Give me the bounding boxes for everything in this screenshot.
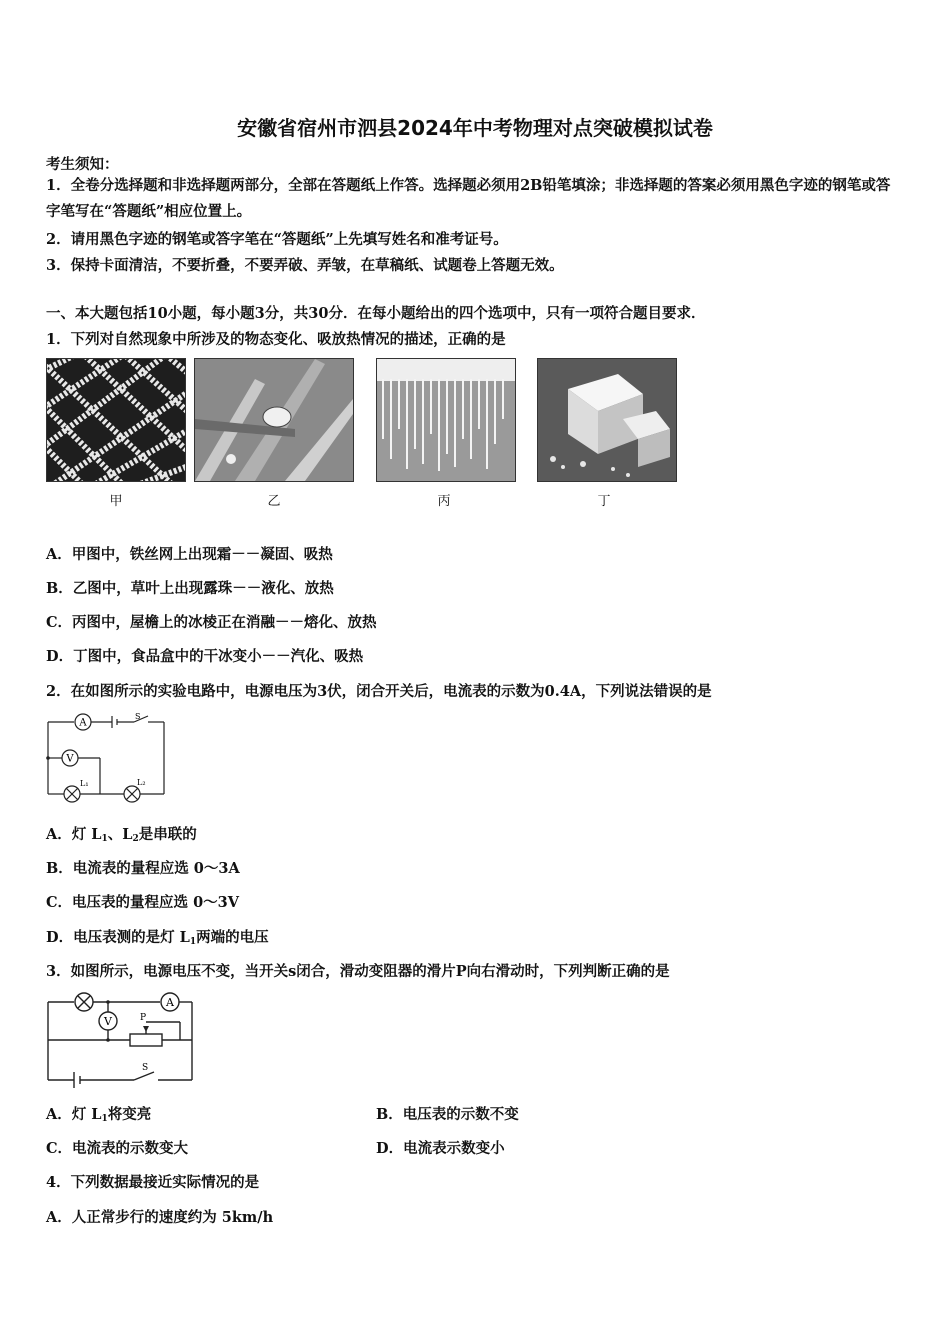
photo-caption: 丁 <box>597 494 611 509</box>
option-a: A．人正常步行的速度约为 5km/h <box>46 1209 274 1226</box>
option-c: C．电流表的示数变大 <box>46 1140 189 1157</box>
option-a: A．灯 $L_1$、$L_2$是串联的 <box>46 826 197 844</box>
notice-item: 3．保持卡面清洁，不要折叠，不要弄破、弄皱，在草稿纸、试题卷上答题无效。 <box>46 257 564 274</box>
question-1-stem: 1．下列对自然现象中所涉及的物态变化、吸放热情况的描述，正确的是 <box>46 331 506 348</box>
notice-item: 1．全卷分选择题和非选择题两部分，全部在答题纸上作答。选择题必须用2B铅笔填涂；非选择题的答案必须用黑色字迹的钢笔或答字笔写在“答题纸”相应位置上。 <box>46 177 891 220</box>
slider-label: P <box>140 1013 147 1023</box>
frost-mesh-photo <box>46 358 186 482</box>
notice-heading: 考生须知： <box>46 156 119 173</box>
notice-item: 2．请用黑色字迹的钢笔或答字笔在“答题纸”上先填写姓名和准考证号。 <box>46 231 508 248</box>
switch-label: S <box>135 712 141 721</box>
option-a: A．灯 $L_1$将变亮 <box>46 1106 152 1124</box>
option-b: B．乙图中，草叶上出现露珠－－液化、放热 <box>46 580 334 597</box>
lamp2-label: L₂ <box>137 778 146 787</box>
section-heading: 一、本大题包括10小题，每小题3分，共30分．在每小题给出的四个选项中，只有一项符合题目要求． <box>46 305 706 322</box>
option-b: B．电流表的量程应选 0～3A <box>46 860 240 877</box>
page-title: 安徽省宿州市泗县2024年中考物理对点突破模拟试卷 <box>237 116 713 140</box>
question-3-stem: 3．如图所示，电源电压不变，当开关s闭合，滑动变阻器的滑片P向右滑动时，下列判断正确的是 <box>46 963 670 980</box>
icicles-photo <box>376 358 516 482</box>
circuit-diagram-q2 <box>44 712 168 806</box>
option-d: D．丁图中，食品盒中的干冰变小－－汽化、吸热 <box>46 648 364 665</box>
dry-ice-photo <box>537 358 677 482</box>
circuit-diagram-q3 <box>44 990 196 1086</box>
option-d: D．电压表测的是灯 $L_1$两端的电压 <box>46 929 269 947</box>
lamp1-label: L₁ <box>80 779 89 788</box>
ammeter-label: A <box>166 996 174 1009</box>
photo-caption: 乙 <box>267 494 281 509</box>
option-b: B．电压表的示数不变 <box>376 1106 519 1123</box>
option-c: C．丙图中，屋檐上的冰棱正在消融－－熔化、放热 <box>46 614 377 631</box>
ammeter-label: A <box>79 717 87 729</box>
option-c: C．电压表的量程应选 0～3V <box>46 894 240 911</box>
photo-caption: 丙 <box>437 494 451 509</box>
photo-caption: 甲 <box>109 494 123 509</box>
voltmeter-label: V <box>104 1015 112 1028</box>
option-a: A．甲图中，铁丝网上出现霜－－凝固、吸热 <box>46 546 333 563</box>
dew-grass-photo <box>194 358 354 482</box>
switch-label: S <box>142 1063 149 1073</box>
voltmeter-label: V <box>66 753 74 765</box>
option-d: D．电流表示数变小 <box>376 1140 505 1157</box>
question-2-stem: 2．在如图所示的实验电路中，电源电压为3伏，闭合开关后，电流表的示数为0.4A，下列说法错误的是 <box>46 683 712 700</box>
question-4-stem: 4．下列数据最接近实际情况的是 <box>46 1174 260 1191</box>
